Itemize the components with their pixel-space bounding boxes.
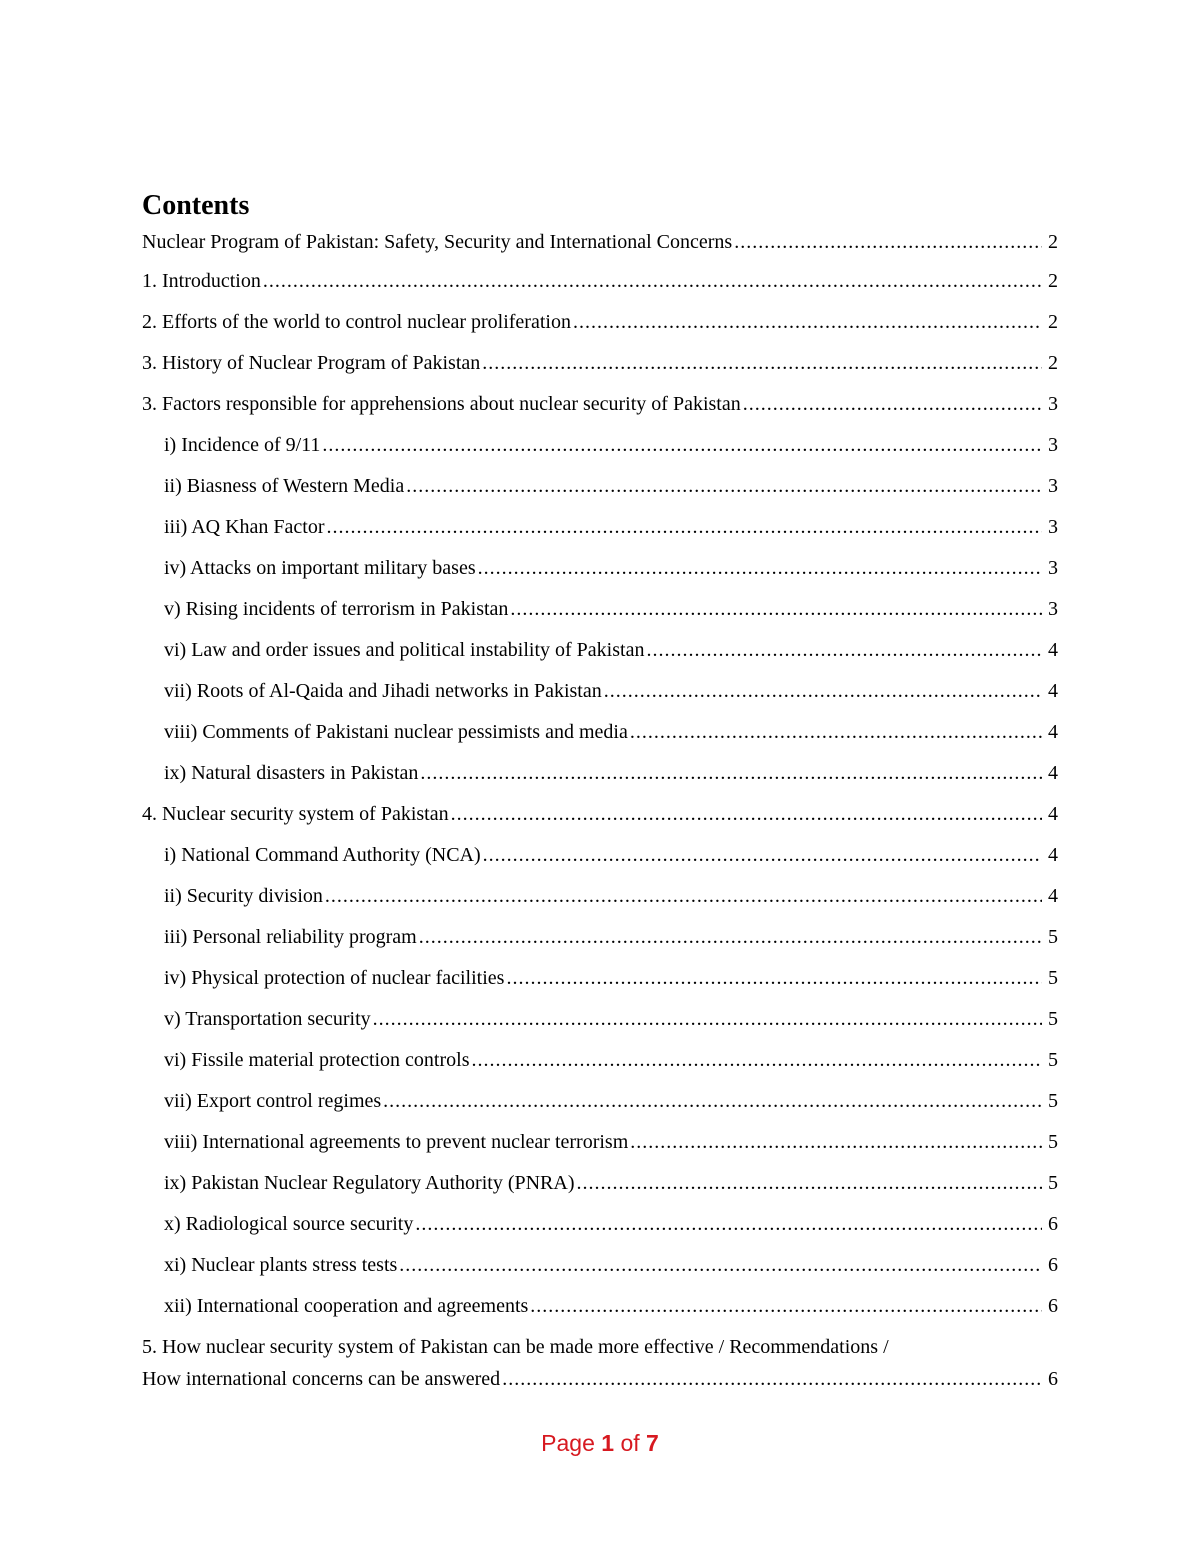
toc-subentry[interactable] [142,999,1058,1040]
toc-page-number: 4 [1048,885,1058,907]
toc-dot-leader [743,384,1042,425]
toc-subentry[interactable] [142,835,1058,876]
toc-entry-title-line2-row [142,1363,1058,1395]
toc-page-number: 3 [1048,434,1058,456]
toc-dot-leader [419,917,1042,958]
toc-page-number: 2 [1048,231,1058,253]
toc-entry-title: v) Rising incidents of terrorism in Pakistan [164,598,509,620]
toc-heading: Contents [142,190,250,221]
footer-prefix: Page [541,1430,602,1456]
toc-page-number: 4 [1048,639,1058,661]
toc-entry-title: ii) Security division [164,885,323,907]
toc-page-number: 4 [1048,803,1058,825]
toc-entry-efforts-of-world[interactable] [142,302,1058,343]
toc-dot-leader [420,753,1042,794]
toc-entry-title: vii) Roots of Al-Qaida and Jihadi networks in Pakistan [164,680,602,702]
toc-subentry[interactable] [142,1163,1058,1204]
toc-entry-title: viii) International agreements to prevent nuclear terrorism [164,1131,629,1153]
toc-subentry[interactable] [142,1286,1058,1327]
toc-entry-title: 3. Factors responsible for apprehensions about nuclear security of Pakistan [142,393,741,415]
toc-page-number: 2 [1048,311,1058,333]
toc-page-number: 4 [1048,762,1058,784]
toc-page-number: 3 [1048,598,1058,620]
toc-entry-security-system[interactable] [142,794,1058,835]
toc-entry-title: vii) Export control regimes [164,1090,382,1112]
toc-dot-leader [263,261,1042,302]
toc-dot-leader [604,671,1042,712]
toc-entry-title: i) Incidence of 9/11 [164,434,321,456]
toc-entry-title: v) Transportation security [164,1008,371,1030]
toc-dot-leader [630,712,1042,753]
toc-dot-leader [472,1040,1043,1081]
toc-subentry[interactable] [142,753,1058,794]
toc-dot-leader [510,589,1042,630]
toc-subentry[interactable] [142,425,1058,466]
toc-entry-title: ii) Biasness of Western Media [164,475,405,497]
toc-page-number: 5 [1048,967,1058,989]
toc-entry-document-title[interactable] [142,224,1058,261]
toc-page-number: 5 [1048,1090,1058,1112]
toc-entry-title: vi) Fissile material protection controls [164,1049,470,1071]
toc-page-number: 3 [1048,557,1058,579]
footer-total-pages: 7 [646,1430,659,1456]
toc-page-number: 4 [1048,844,1058,866]
toc-page-number: 6 [1048,1295,1058,1317]
toc-entry-introduction[interactable] [142,261,1058,302]
toc-page-number: 5 [1048,926,1058,948]
toc-page-number: 5 [1048,1172,1058,1194]
toc-entry-title: iv) Physical protection of nuclear facilities [164,967,505,989]
toc-subentry[interactable] [142,671,1058,712]
toc-dot-leader [502,1363,1042,1395]
toc-dot-leader [383,1081,1042,1122]
toc-page-number: 2 [1048,270,1058,292]
toc-entry-title: 1. Introduction [142,270,261,292]
toc-page-number: 6 [1048,1254,1058,1276]
toc-subentry[interactable] [142,876,1058,917]
toc-entry-history[interactable] [142,343,1058,384]
toc-entry-title: x) Radiological source security [164,1213,414,1235]
toc-subentry[interactable] [142,1040,1058,1081]
toc-entry-title: xii) International cooperation and agreements [164,1295,529,1317]
toc-entry-title: iii) AQ Khan Factor [164,516,325,538]
toc-entry-title: ix) Pakistan Nuclear Regulatory Authority (PNRA) [164,1172,575,1194]
toc-dot-leader [646,630,1042,671]
toc-subentry[interactable] [142,507,1058,548]
toc-subentry[interactable] [142,466,1058,507]
toc-entry-title: vi) Law and order issues and political instability of Pakistan [164,639,645,661]
toc-entry-title: 4. Nuclear security system of Pakistan [142,803,449,825]
toc-subentry[interactable] [142,1204,1058,1245]
toc-dot-leader [530,1286,1042,1327]
footer-middle: of [614,1430,647,1456]
toc-dot-leader [322,425,1042,466]
toc-subentry[interactable] [142,630,1058,671]
toc-page-number: 3 [1048,393,1058,415]
toc-page-number: 2 [1048,352,1058,374]
toc-dot-leader [482,343,1042,384]
toc-entry-title-line2: How international concerns can be answered [142,1368,501,1390]
toc-dot-leader [373,999,1042,1040]
table-of-contents [142,224,1058,1395]
toc-dot-leader [327,507,1042,548]
toc-subentry[interactable] [142,589,1058,630]
toc-subentry[interactable] [142,1245,1058,1286]
toc-page-number: 6 [1048,1368,1058,1390]
page-number-footer [0,1426,1200,1460]
toc-dot-leader [630,1122,1042,1163]
toc-entry-title: ix) Natural disasters in Pakistan [164,762,419,784]
toc-page-number: 3 [1048,516,1058,538]
toc-page-number: 5 [1048,1131,1058,1153]
toc-dot-leader [415,1204,1042,1245]
toc-dot-leader [573,302,1042,343]
toc-dot-leader [483,835,1042,876]
toc-entry-recommendations[interactable] [142,1327,1058,1395]
toc-entry-title: iv) Attacks on important military bases [164,557,476,579]
toc-dot-leader [734,224,1042,261]
footer-current-page: 1 [601,1430,615,1456]
toc-page-number: 3 [1048,475,1058,497]
toc-entry-title: 2. Efforts of the world to control nuclear proliferation [142,311,571,333]
toc-subentry[interactable] [142,712,1058,753]
toc-entry-title-line1: 5. How nuclear security system of Pakistan can be made more effective / Recommendations / [142,1336,889,1358]
toc-page-number: 5 [1048,1049,1058,1071]
toc-entry-title: Nuclear Program of Pakistan: Safety, Security and International Concerns [142,231,733,253]
toc-page-number: 5 [1048,1008,1058,1030]
toc-subentry[interactable] [142,548,1058,589]
toc-dot-leader [506,958,1042,999]
toc-entry-title: i) National Command Authority (NCA) [164,844,481,866]
toc-dot-leader [399,1245,1042,1286]
toc-dot-leader [478,548,1042,589]
toc-page-number: 4 [1048,680,1058,702]
toc-page-number: 4 [1048,721,1058,743]
toc-entry-title: 3. History of Nuclear Program of Pakistan [142,352,481,374]
toc-subentry[interactable] [142,958,1058,999]
toc-dot-leader [451,794,1042,835]
toc-subentry[interactable] [142,917,1058,958]
toc-entry-title: iii) Personal reliability program [164,926,417,948]
toc-subentry[interactable] [142,1122,1058,1163]
toc-page-number: 6 [1048,1213,1058,1235]
toc-entry-factors[interactable] [142,384,1058,425]
toc-subentry[interactable] [142,1081,1058,1122]
toc-dot-leader [577,1163,1043,1204]
toc-entry-title: xi) Nuclear plants stress tests [164,1254,398,1276]
toc-dot-leader [325,876,1042,917]
toc-entry-title: viii) Comments of Pakistani nuclear pessimists and media [164,721,628,743]
toc-dot-leader [406,466,1042,507]
